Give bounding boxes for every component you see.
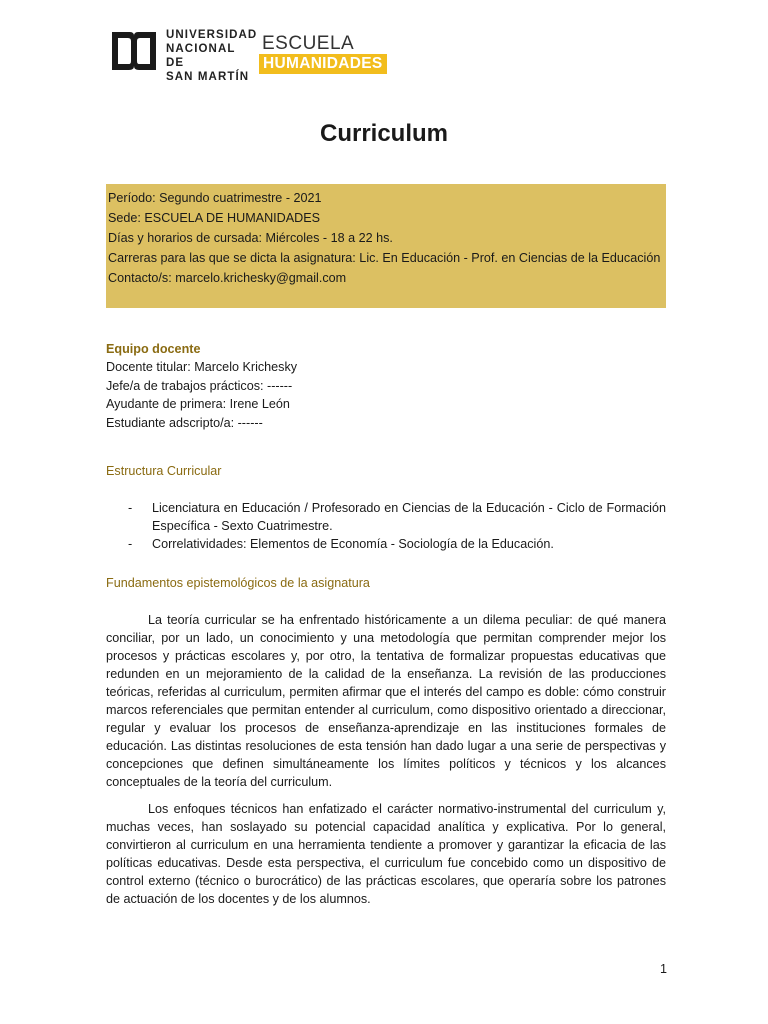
fundamentals-heading: Fundamentos epistemológicos de la asignatura	[106, 576, 370, 590]
team-member: Docente titular: Marcelo Krichesky	[106, 360, 298, 374]
info-venue: Sede: ESCUELA DE HUMANIDADES	[108, 211, 321, 225]
school-name-badge: HUMANIDADES	[259, 54, 387, 74]
info-programs: Carreras para las que se dicta la asignatura: Lic. En Educación - Prof. en Ciencias de la Educación	[108, 251, 661, 265]
list-item	[106, 499, 666, 535]
bullet-dash: -	[128, 537, 133, 551]
list-item-text: Correlatividades: Elementos de Economía - Sociología de la Educación.	[152, 537, 554, 551]
page-title: Curriculum	[319, 120, 448, 147]
team-member: Ayudante de primera: Irene León	[106, 397, 290, 411]
course-info-box	[106, 184, 666, 308]
university-line: NACIONAL DE	[166, 43, 236, 69]
list-item-text: Licenciatura en Educación / Profesorado en Ciencias de la Educación - Ciclo de Formación Específica - Sexto Cuatrimestre.	[152, 501, 666, 533]
team-member: Estudiante adscripto/a: ------	[106, 415, 263, 430]
paragraph: La teoría curricular se ha enfrentado históricamente a un dilema peculiar: de qué manera conciliar, por un lado, un conocimiento y una metodología que permitan comprender mejor los procesos y prácticas escolares y, por otro, la tentativa de formalizar propuestas educativas que redunden en un mejoramiento de la calidad de la enseñanza. La revisión de las producciones teóricas, referidas al curriculum, permiten afirmar que el interés del campo es doble: cómo construir marcos referenciales que permitan entender al curriculum, como dispositivo orientado a direccionar, regular y evaluar los procesos de enseñanza-aprendizaje en las instituciones formales de educación. Las distintas resoluciones de esta tensión han dado lugar a una serie de perspectivas y concepciones que definen simultáneamente los límites políticos y técnicos y los alcances conceptuales de la teoría del curriculum.	[106, 613, 666, 789]
school-name-line-1: ESCUELA	[262, 33, 355, 54]
book-frame-icon	[110, 30, 158, 72]
university-name	[166, 28, 256, 84]
list-item	[106, 535, 666, 553]
university-line: SAN MARTÍN	[166, 71, 250, 83]
paragraph: Los enfoques técnicos han enfatizado el carácter normativo-instrumental del curriculum y, muchas veces, han soslayado su potencial capacidad analítica y explicativa. Por lo general, convirtieron al curriculum en una herramienta tendiente a promover y garantizar la eficacia de las políticas educativas. Desde esta perspectiva, el curriculum fue concebido como un dispositivo de control externo (técnico o burocrático) de las prácticas escolares, que operaría sobre los patrones de actuación de los docentes y de los alumnos.	[106, 802, 666, 906]
page-number: 1	[660, 962, 668, 976]
info-contact: Contacto/s: marcelo.krichesky@gmail.com	[108, 271, 347, 285]
university-line: UNIVERSIDAD	[166, 29, 258, 41]
structure-list	[106, 499, 666, 553]
info-period: Período: Segundo cuatrimestre - 2021	[108, 191, 322, 205]
team-list	[106, 358, 297, 432]
team-member: Jefe/a de trabajos prácticos: ------	[106, 378, 293, 393]
info-schedule: Días y horarios de cursada: Miércoles - 18 a 22 hs.	[108, 231, 393, 245]
structure-heading: Estructura Curricular	[106, 464, 222, 478]
bullet-dash: -	[128, 501, 133, 515]
team-heading: Equipo docente	[106, 342, 201, 356]
